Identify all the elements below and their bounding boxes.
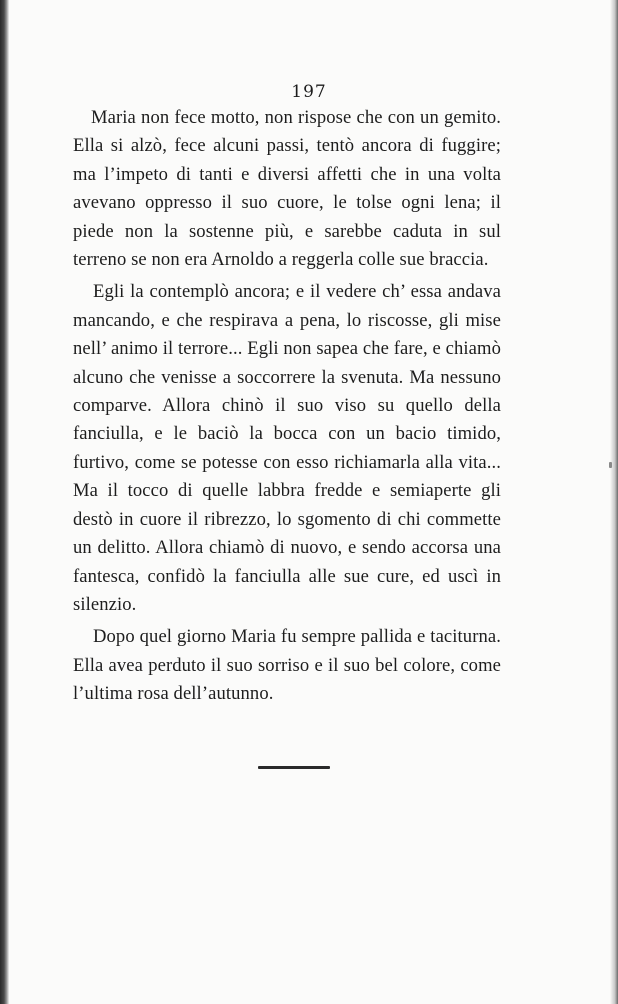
paragraph: Egli la contemplò ancora; e il vedere ch’ essa andava mancando, e che respirava a pena, lo riscosse, gli mise nell’ animo il terrore... Egli non sapea che fare, e chiamò alcuno che venisse a soccorrere la svenuta. Ma nessuno comparve. Allora chinò il suo viso su quello della fanciulla, e le baciò la bocca con un bacio timido, furtivo, come se potesse con esso richiamarla alla vita... Ma il tocco di quelle labbra fredde e semiaperte gli destò in cuore il ribrezzo, lo sgomento di chi commette un delitto. Allora chiamò di nuovo, e sendo accorsa una fantesca, confidò la fanciulla alle sue cure, ed uscì in silenzio.: [73, 281, 501, 615]
page-number: 197: [291, 82, 327, 102]
body-text: [73, 104, 501, 713]
binding-edge: [0, 0, 9, 1004]
paper-speck: [609, 462, 612, 468]
paragraph: Dopo quel giorno Maria fu sempre pallida e taciturna. Ella avea perduto il suo sorriso e il suo bel colore, come l’ultima rosa dell’autunno.: [73, 626, 501, 705]
section-end-rule: [258, 766, 330, 769]
paragraph: Maria non fece motto, non rispose che con un gemito. Ella si alzò, fece alcuni passi, tentò ancora di fuggire; ma l’impeto di tanti e diversi affetti che in una volta avevano oppresso il suo cuore, le tolse ogni lena; il piede non la sostenne più, e sarebbe caduta in sul terreno se non era Arnoldo a reggerla colle sue braccia.: [73, 107, 501, 271]
page-right-edge: [610, 0, 618, 1004]
